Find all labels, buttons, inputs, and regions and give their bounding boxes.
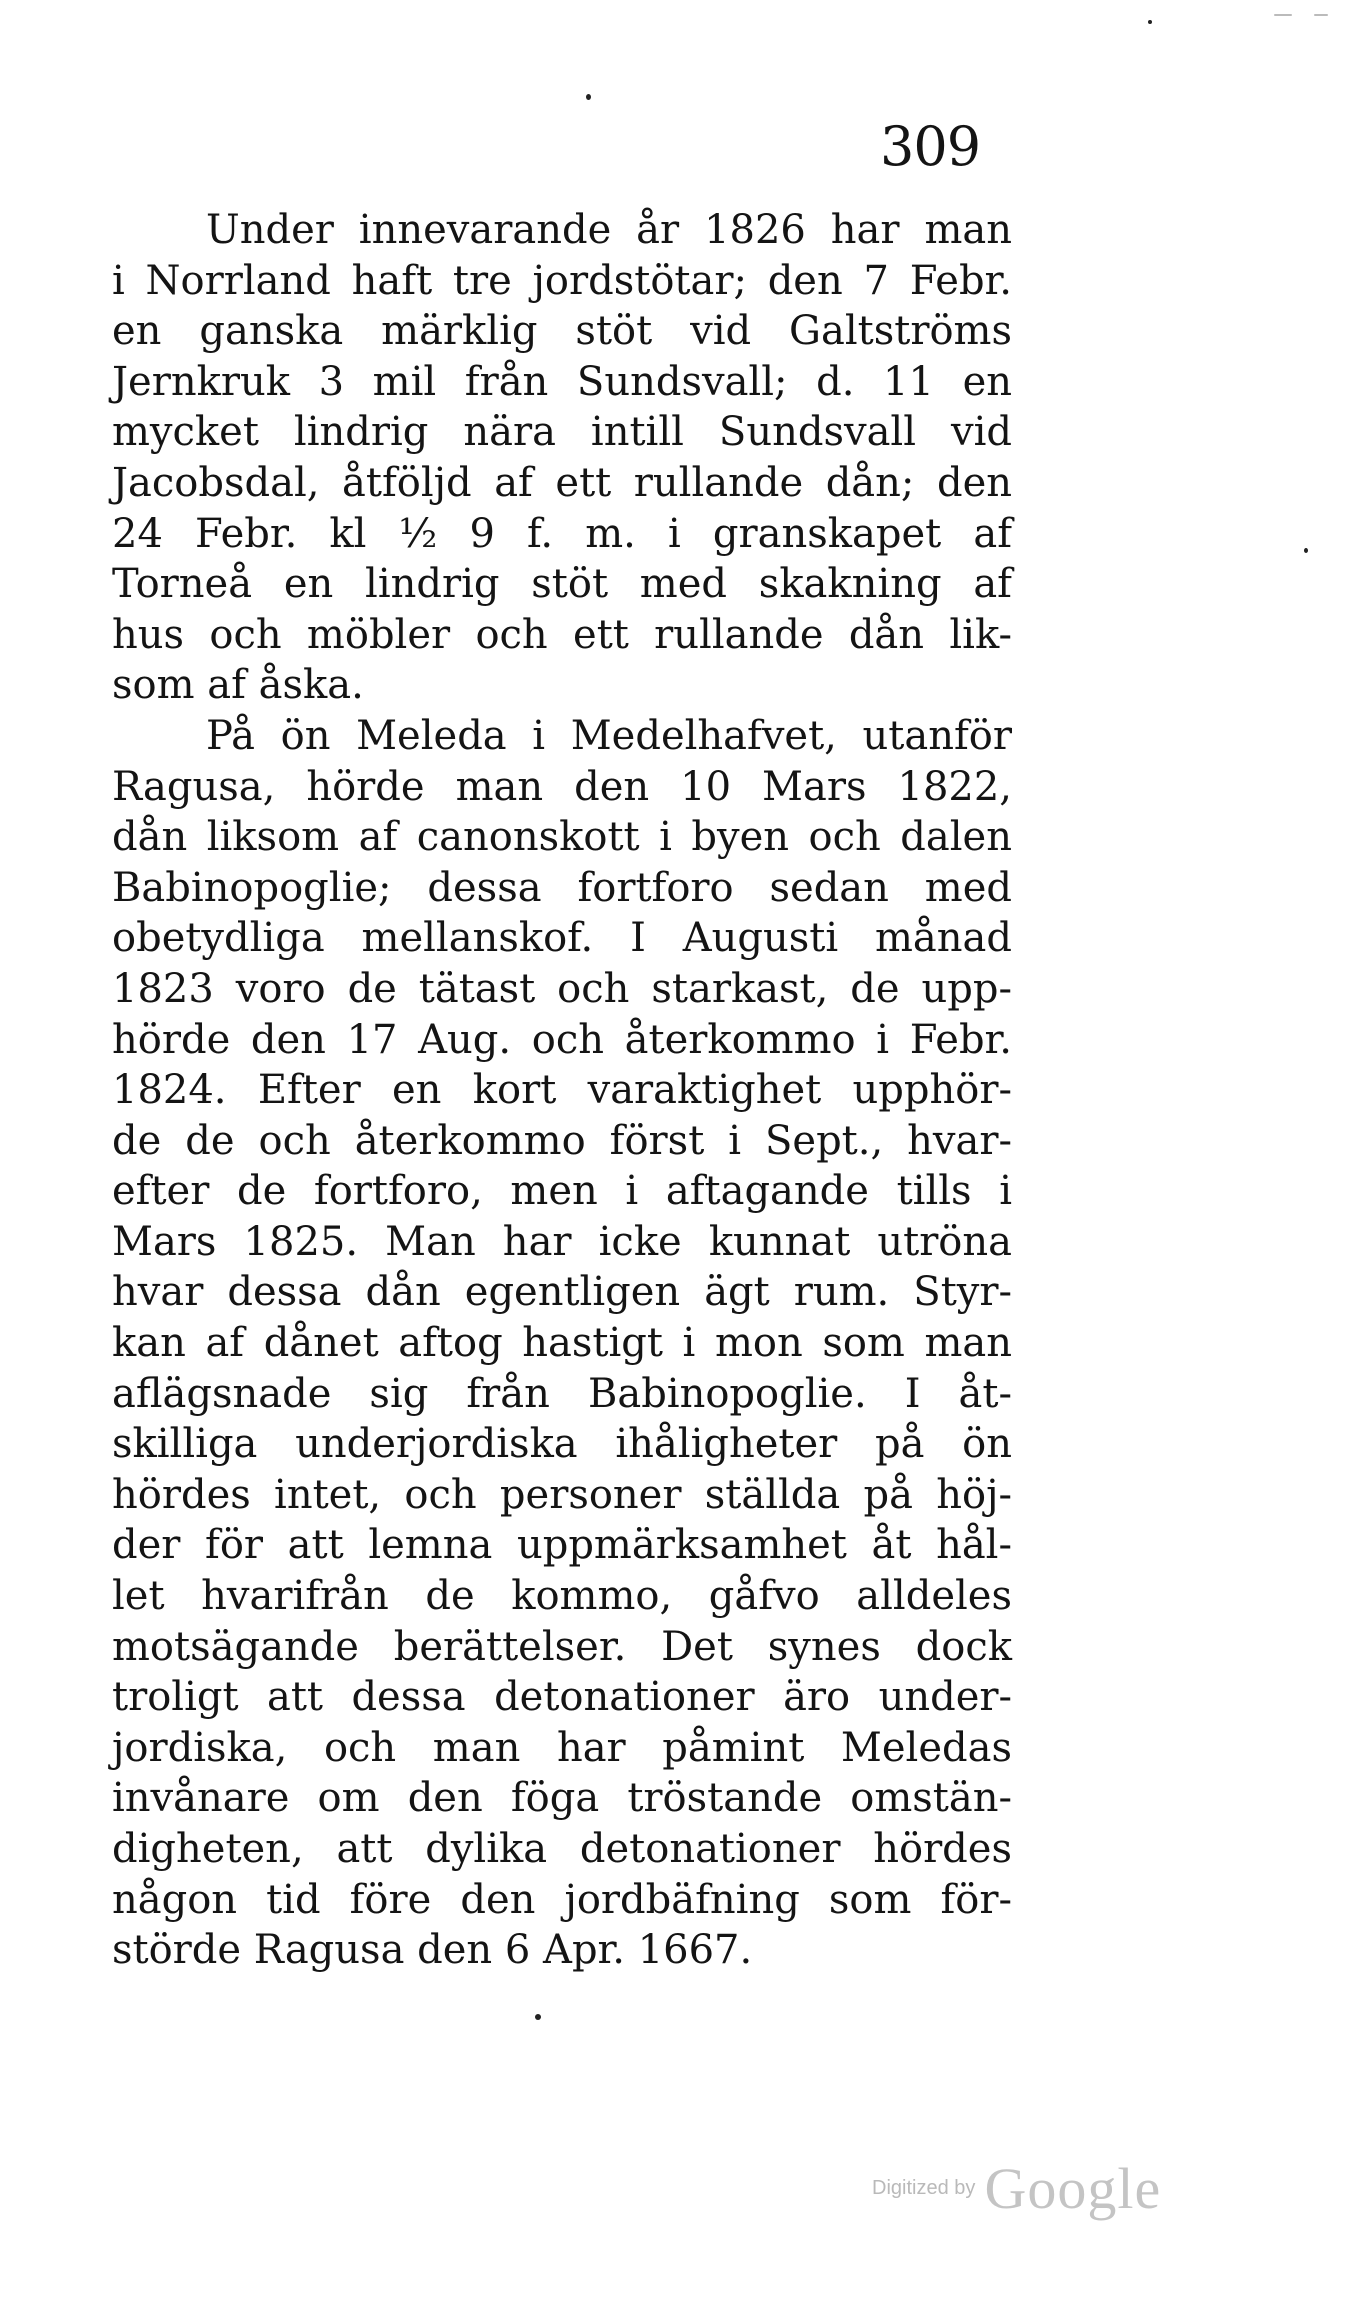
text-line: 24 Febr. kl ½ 9 f. m. i granskapet af [112,510,1012,557]
text-line: som af åska. [112,662,364,709]
ink-speck [1148,20,1152,24]
text-line: en ganska märklig stöt vid Galtströms [112,308,1012,355]
text-line: jordiska, och man har påmint Meledas [112,1724,1012,1771]
text-line: efter de fortforo, men i aftagande tills i [112,1168,1012,1215]
text-line: skilliga underjordiska ihåligheter på ön [112,1421,1012,1468]
text-line: Torneå en lindrig stöt med skakning af [112,561,1012,608]
text-line: 1823 voro de tätast och starkast, de upp- [112,965,1012,1012]
ink-speck [535,2014,541,2020]
text-line: hördes intet, och personer ställda på höj- [112,1471,1012,1518]
ink-speck [1274,14,1292,16]
page-number: 309 [880,115,981,178]
text-line: invånare om den föga tröstande omstän- [112,1775,1012,1822]
text-line: aflägsnade sig från Babinopoglie. I åt- [112,1370,1012,1417]
text-line: På ön Meleda i Medelhafvet, utanför [206,712,1012,759]
text-line: kan af dånet aftog hastigt i mon som man [112,1320,1012,1367]
text-line: Mars 1825. Man har icke kunnat utröna [112,1218,1012,1265]
text-line: störde Ragusa den 6 Apr. 1667. [112,1927,753,1974]
text-line: hvar dessa dån egentligen ägt rum. Styr- [112,1269,1012,1316]
ink-speck [1304,548,1308,553]
body-text [112,205,1012,1976]
text-line: troligt att dessa detonationer äro under- [112,1674,1012,1721]
text-line: i Norrland haft tre jordstötar; den 7 Febr. [112,257,1012,304]
ink-speck [586,94,591,100]
google-logo: Google [984,2156,1162,2221]
text-line: dån liksom af canonskott i byen och dalen [112,814,1012,861]
text-line: Under innevarande år 1826 har man [206,207,1012,253]
text-line: Babinopoglie; dessa fortforo sedan med [112,864,1012,911]
watermark-prefix: Digitized by [872,2177,976,2199]
text-line: 1824. Efter en kort varaktighet upphör- [112,1067,1012,1114]
text-line: Jernkruk 3 mil från Sundsvall; d. 11 en [112,358,1012,405]
text-line: hörde den 17 Aug. och återkommo i Febr. [112,1016,1012,1063]
text-line: mycket lindrig nära intill Sundsvall vid [112,409,1012,456]
ink-speck [1314,14,1328,16]
text-line: motsägande berättelser. Det synes dock [112,1623,1012,1670]
text-line: der för att lemna uppmärksamhet åt hål- [112,1522,1012,1569]
text-line: de de och återkommo först i Sept., hvar- [112,1117,1012,1164]
text-line: någon tid före den jordbäfning som för- [112,1876,1012,1923]
text-line: hus och möbler och ett rullande dån lik- [112,611,1012,658]
text-line: let hvarifrån de kommo, gåfvo alldeles [112,1573,1012,1620]
text-line: digheten, att dylika detonationer hördes [112,1826,1012,1872]
text-line: obetydliga mellanskof. I Augusti månad [112,915,1012,962]
digitized-by-google-watermark [872,2155,1161,2222]
text-line: Ragusa, hörde man den 10 Mars 1822, [112,763,1012,810]
text-line: Jacobsdal, åtföljd af ett rullande dån; den [112,459,1012,506]
